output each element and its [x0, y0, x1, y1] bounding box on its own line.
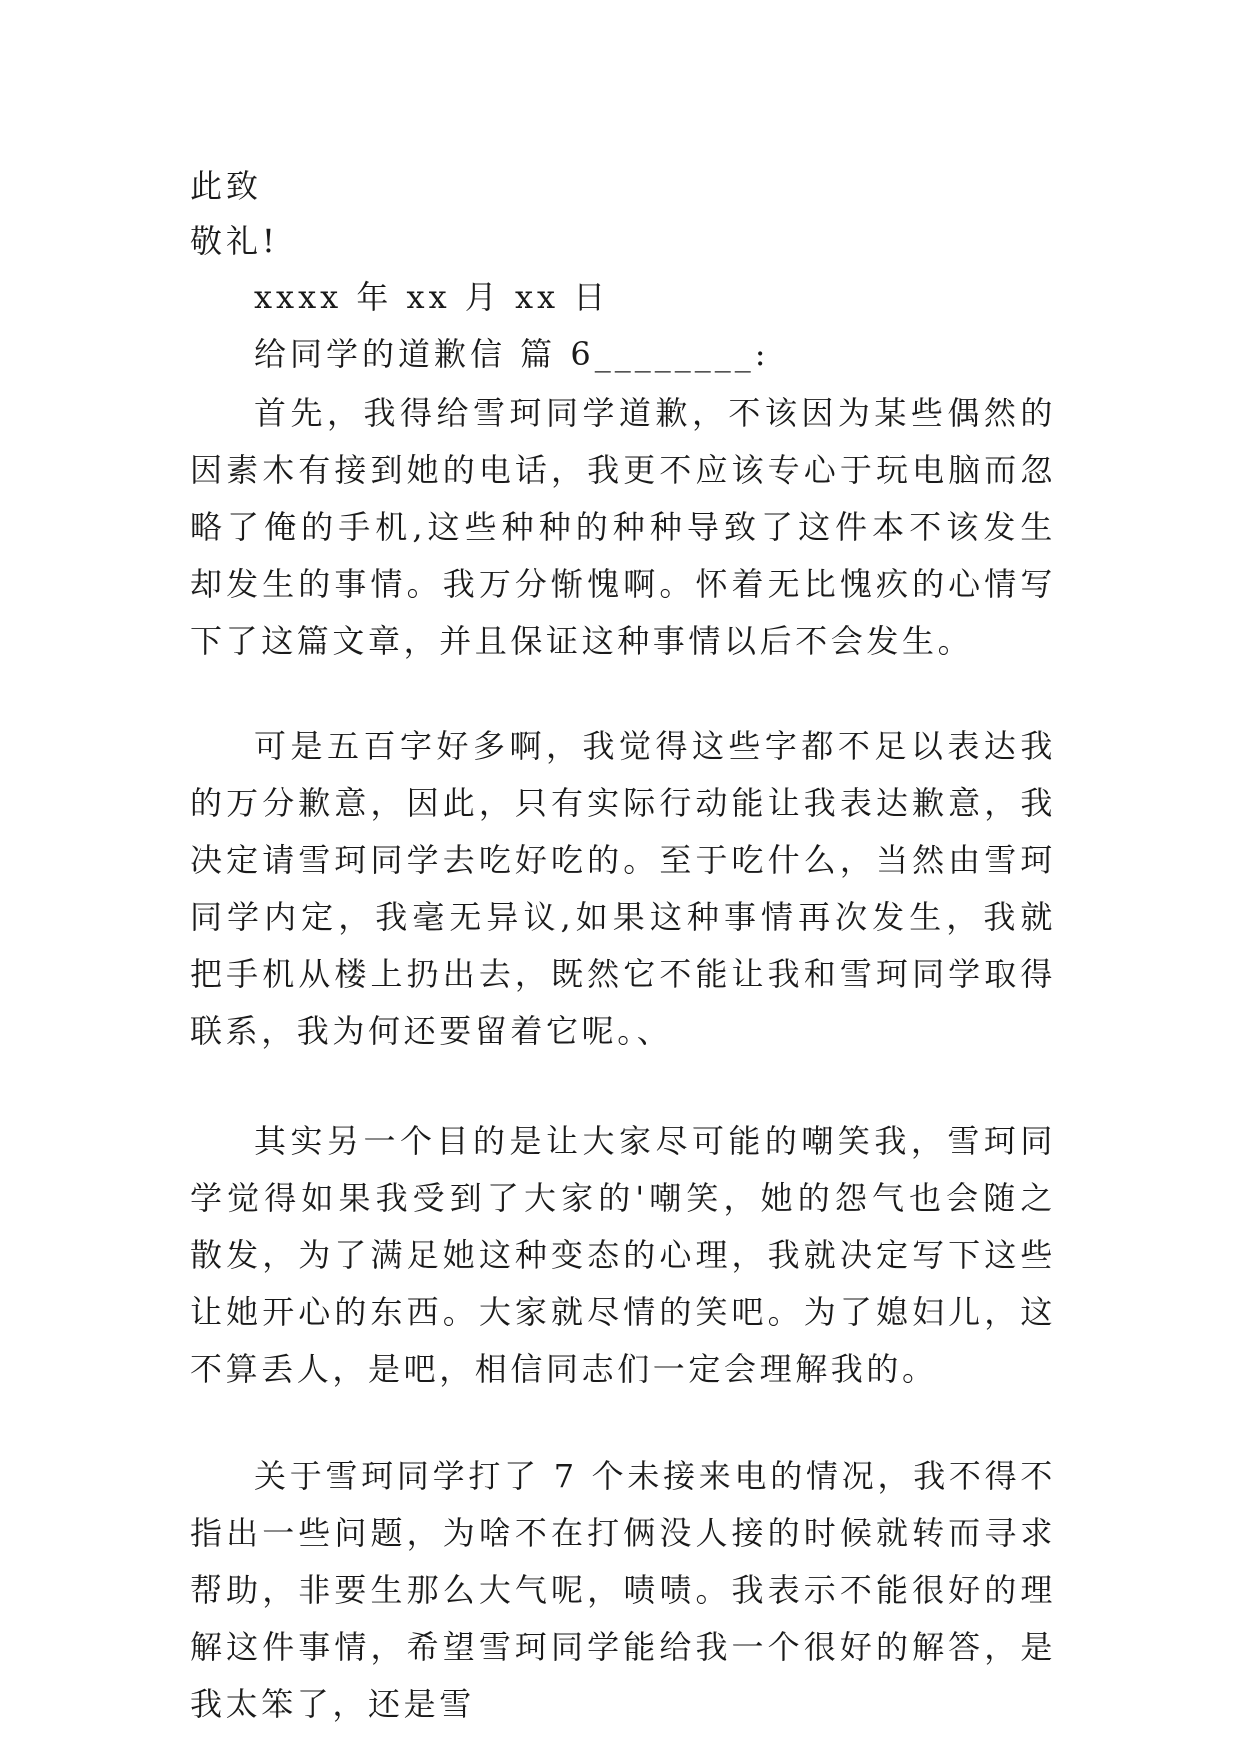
- paragraph-1: 首先，我得给雪珂同学道歉，不该因为某些偶然的因素木有接到她的电话，我更不应该专心于玩电脑而忽略了俺的手机,这些种种的种种导致了这件本不该发生却发生的事情。我万分惭愧啊。怀着无比愧疚的心情写下了这篇文章，并且保证这种事情以后不会发生。: [190, 394, 1056, 660]
- paragraph-4: 关于雪珂同学打了 7 个未接来电的情况，我不得不指出一些问题，为啥不在打俩没人接的时候就转而寻求帮助，非要生那么大气呢，啧啧。我表示不能很好的理解这件事情，希望雪珂同学能给我一个很好的解答，是我太笨了，还是雪: [190, 1457, 1056, 1723]
- letter-title-line: 给同学的道歉信 篇 6________:: [254, 335, 770, 373]
- paragraph-2: 可是五百字好多啊，我觉得这些字都不足以表达我的万分歉意，因此，只有实际行动能让我表达歉意，我决定请雪珂同学去吃好吃的。至于吃什么，当然由雪珂同学内定，我毫无异议,如果这种事情再次发生，我就把手机从楼上扔出去，既然它不能让我和雪珂同学取得联系，我为何还要留着它呢。、: [190, 727, 1056, 1050]
- date-line: xxxx 年 xx 月 xx 日: [254, 278, 610, 316]
- closing-line-2: 敬礼!: [190, 222, 279, 260]
- paragraph-3: 其实另一个目的是让大家尽可能的嘲笑我，雪珂同学觉得如果我受到了大家的'嘲笑，她的怨气也会随之散发，为了满足她这种变态的心理，我就决定写下这些让她开心的东西。大家就尽情的笑吧。为了媳妇儿，这不算丢人，是吧，相信同志们一定会理解我的。: [190, 1122, 1056, 1388]
- closing-line-1: 此致: [190, 167, 263, 205]
